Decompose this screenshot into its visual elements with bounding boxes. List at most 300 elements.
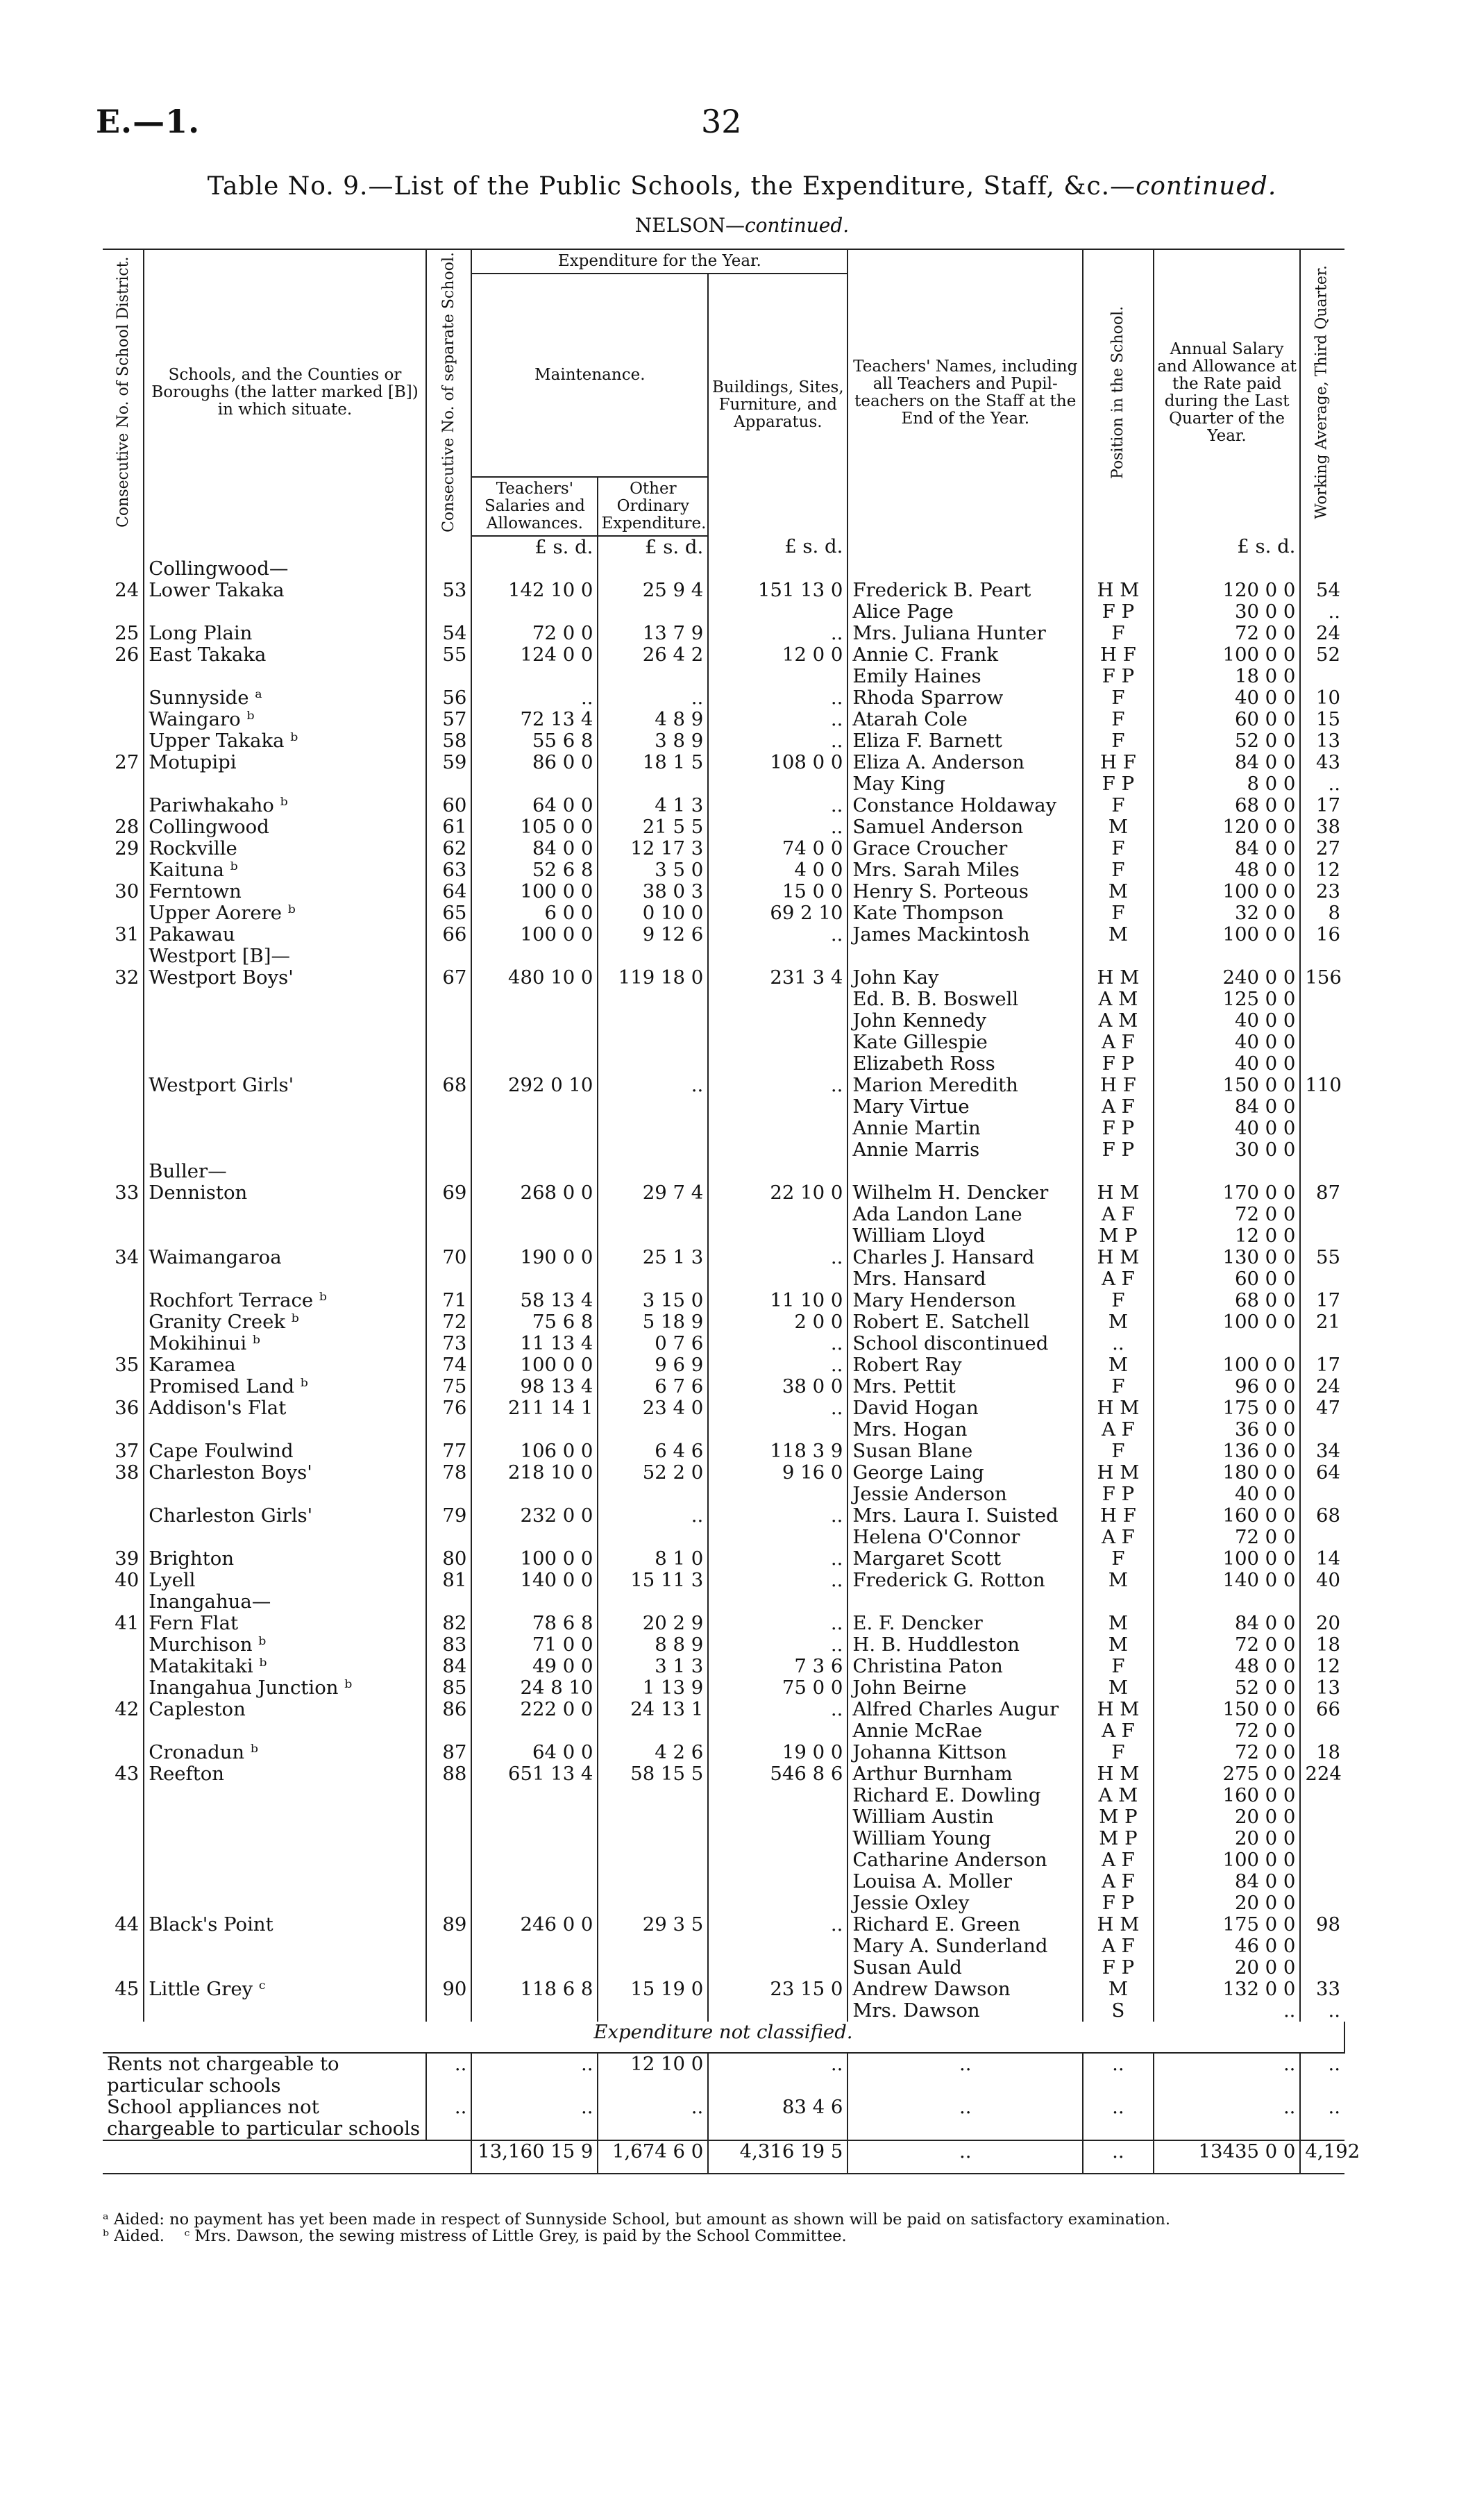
teacher-name-cell: Frederick B. Peart (848, 580, 1083, 601)
working-average-cell: .. (1328, 772, 1340, 795)
annual-salary-cell: 8 0 0 (1154, 773, 1301, 795)
other-expenditure-cell (598, 1957, 708, 1979)
school-name-cell (144, 773, 425, 795)
teacher-name-cell: Robert E. Satchell (848, 1311, 1083, 1333)
salaries-cell (471, 1268, 598, 1290)
school-no-cell: 68 (426, 1075, 472, 1096)
district-no-cell (103, 1010, 144, 1032)
buildings-cell (708, 601, 848, 623)
position-cell: M (1083, 1311, 1154, 1333)
table-row (103, 1419, 1344, 1441)
teacher-name-cell: Arthur Burnham (848, 1763, 1083, 1785)
position-cell: F (1083, 623, 1154, 644)
district-no-cell: 39 (103, 1548, 144, 1570)
position-cell: M (1083, 1634, 1154, 1656)
position-cell: H F (1083, 1075, 1154, 1096)
position-cell: F (1083, 1656, 1154, 1677)
buildings-cell: .. (708, 1613, 848, 1634)
school-name-cell: Upper Aorere ᵇ (144, 903, 425, 924)
other-expenditure-cell (598, 1268, 708, 1290)
school-name-cell (144, 1419, 425, 1441)
working-average-cell (1300, 1010, 1344, 1032)
table-row (103, 1462, 1344, 1484)
other-expenditure-cell: 29 7 4 (598, 1182, 708, 1204)
other-expenditure-cell: 8 1 0 (598, 1548, 708, 1570)
working-average-cell: 40 (1316, 1568, 1340, 1591)
empty-cell (471, 1161, 598, 1182)
working-average-cell (1300, 1849, 1344, 1871)
school-no-cell: 62 (426, 838, 472, 859)
other-expenditure-cell (598, 989, 708, 1010)
buildings-cell (708, 1871, 848, 1892)
position-cell: F P (1083, 1118, 1154, 1139)
working-average-cell: 18 (1316, 1740, 1340, 1763)
other-expenditure-cell (598, 601, 708, 623)
school-name-cell: Addison's Flat (144, 1397, 425, 1419)
salaries-cell (471, 1053, 598, 1075)
teacher-name-cell: Ed. B. B. Boswell (848, 989, 1083, 1010)
working-average-cell: 12 (1316, 1654, 1340, 1677)
district-no-cell: 30 (103, 881, 144, 903)
table-title: Table No. 9.—List of the Public Schools, the Expenditure, Staff, &c.—continued. (207, 172, 1277, 201)
table-row (103, 580, 1344, 601)
currency-cell (103, 536, 144, 558)
working-average-cell: 52 (1316, 643, 1340, 666)
other-expenditure-cell: 0 10 0 (598, 903, 708, 924)
table-row (103, 773, 1344, 795)
school-no-cell (426, 1419, 472, 1441)
annual-salary-cell: 100 0 0 (1154, 881, 1301, 903)
table-row (103, 816, 1344, 838)
table-row (103, 1118, 1344, 1139)
school-no-cell: 70 (426, 1247, 472, 1268)
working-average-cell: 54 (1316, 578, 1340, 601)
salaries-cell: 78 6 8 (471, 1613, 598, 1634)
total-annual-salary: 13435 0 0 (1154, 2140, 1301, 2174)
district-no-cell (103, 1161, 144, 1182)
teacher-name-cell: Annie Marris (848, 1139, 1083, 1161)
salaries-cell: 64 0 0 (471, 1742, 598, 1763)
district-no-cell: 32 (103, 967, 144, 989)
empty-cell (1154, 558, 1301, 580)
salaries-cell: 292 0 10 (471, 1075, 598, 1096)
district-no-cell (103, 1806, 144, 1828)
header-salary: Annual Salary and Allowance at the Rate paid during the Last Quarter of the Year. (1154, 249, 1301, 536)
working-average-cell: 43 (1316, 750, 1340, 773)
other-expenditure-cell: 3 1 3 (598, 1656, 708, 1677)
district-no-cell (103, 1333, 144, 1354)
empty-cell (598, 558, 708, 580)
annual-salary-cell: 84 0 0 (1154, 1613, 1301, 1634)
school-no-cell: 63 (426, 859, 472, 881)
district-no-cell (103, 859, 144, 881)
school-no-cell: 54 (426, 623, 472, 644)
total-other-expenditure: 1,674 6 0 (598, 2140, 708, 2174)
not-classified-row (103, 2097, 1344, 2140)
salaries-cell (471, 666, 598, 687)
school-no-cell: 55 (426, 644, 472, 666)
school-no-cell (426, 601, 472, 623)
table-row (103, 1720, 1344, 1742)
annual-salary-cell: 32 0 0 (1154, 903, 1301, 924)
salaries-cell: 140 0 0 (471, 1570, 598, 1591)
position-cell: F P (1083, 601, 1154, 623)
total-salaries: 13,160 15 9 (471, 2140, 598, 2174)
annual-salary-cell: 84 0 0 (1154, 1871, 1301, 1892)
teacher-name-cell: Ada Landon Lane (848, 1204, 1083, 1225)
school-no-cell: 84 (426, 1656, 472, 1677)
other-expenditure-cell: .. (598, 1505, 708, 1527)
school-name-cell: Inangahua Junction ᵇ (144, 1677, 425, 1699)
header-attendance: Working Average, Third Quarter. (1300, 249, 1344, 536)
position-cell: H F (1083, 752, 1154, 773)
empty-cell (1083, 1161, 1154, 1182)
buildings-cell: 22 10 0 (708, 1182, 848, 1204)
teacher-name-cell: Samuel Anderson (848, 816, 1083, 838)
school-name-cell: Pakawau (144, 924, 425, 946)
teacher-name-cell: Henry S. Porteous (848, 881, 1083, 903)
table-row (103, 601, 1344, 623)
teacher-name-cell: Kate Thompson (848, 903, 1083, 924)
empty-cell (848, 558, 1083, 580)
annual-salary-cell: 20 0 0 (1154, 1892, 1301, 1914)
buildings-cell: .. (708, 1548, 848, 1570)
empty-cell (1154, 1591, 1301, 1613)
buildings-cell: .. (708, 1634, 848, 1656)
not-classified-heading-row (103, 2022, 1344, 2053)
working-average-cell: 68 (1316, 1504, 1340, 1527)
working-average-cell: .. (1328, 2095, 1340, 2118)
buildings-cell (708, 1828, 848, 1849)
buildings-cell: 11 10 0 (708, 1290, 848, 1311)
teacher-name-cell: James Mackintosh (848, 924, 1083, 946)
district-no-cell (103, 989, 144, 1010)
other-expenditure-cell (598, 1720, 708, 1742)
school-name-cell: Murchison ᵇ (144, 1634, 425, 1656)
buildings-cell: .. (708, 1333, 848, 1354)
school-name-cell: Motupipi (144, 752, 425, 773)
table-row (103, 1397, 1344, 1419)
salaries-cell (471, 1096, 598, 1118)
school-no-cell (426, 1828, 472, 1849)
position-cell: M (1083, 816, 1154, 838)
working-average-cell: .. (1328, 1999, 1340, 2022)
working-average-cell (1300, 1527, 1344, 1548)
salaries-cell (471, 1806, 598, 1828)
position-cell: A F (1083, 1204, 1154, 1225)
district-no-cell: 28 (103, 816, 144, 838)
buildings-cell (708, 1527, 848, 1548)
annual-salary-cell: 160 0 0 (1154, 1505, 1301, 1527)
total-teachers: .. (848, 2140, 1083, 2174)
header-teachers: Teachers' Names, including all Teachers and Pupil-teachers on the Staff at the End of the Year. (848, 249, 1083, 536)
working-average-cell (1300, 1118, 1344, 1139)
school-no-cell (426, 1096, 472, 1118)
salaries-cell (471, 1871, 598, 1892)
school-name-cell: Upper Takaka ᵇ (144, 730, 425, 752)
school-name-cell (144, 989, 425, 1010)
teacher-name-cell: John Kennedy (848, 1010, 1083, 1032)
salaries-cell: 100 0 0 (471, 1548, 598, 1570)
totals-row (103, 2140, 1344, 2174)
table-row (103, 1914, 1344, 1936)
working-average-cell: 15 (1316, 707, 1340, 730)
annual-salary-cell: 125 0 0 (1154, 989, 1301, 1010)
position-cell: F P (1083, 1484, 1154, 1505)
annual-salary-cell: 12 0 0 (1154, 1225, 1301, 1247)
salaries-cell: 211 14 1 (471, 1397, 598, 1419)
empty-cell (848, 1591, 1083, 1613)
school-name-cell: Rochfort Terrace ᵇ (144, 1290, 425, 1311)
school-name-cell (144, 1806, 425, 1828)
school-name-cell (144, 1828, 425, 1849)
working-average-cell: 87 (1316, 1181, 1340, 1204)
position-cell: H M (1083, 1397, 1154, 1419)
school-name-cell: Cape Foulwind (144, 1441, 425, 1462)
annual-salary-cell: 180 0 0 (1154, 1462, 1301, 1484)
other-expenditure-cell: 0 7 6 (598, 1333, 708, 1354)
school-no-cell: 77 (426, 1441, 472, 1462)
school-no-cell: 56 (426, 687, 472, 709)
currency-cell: £ s. d. (471, 536, 598, 558)
teacher-name-cell: Emily Haines (848, 666, 1083, 687)
salaries-cell (471, 1720, 598, 1742)
position-cell: A M (1083, 989, 1154, 1010)
buildings-cell: .. (708, 1397, 848, 1419)
buildings-cell: 83 4 6 (708, 2097, 848, 2140)
position-cell: F (1083, 859, 1154, 881)
table-row (103, 644, 1344, 666)
other-expenditure-cell (598, 1118, 708, 1139)
salaries-cell: 72 0 0 (471, 623, 598, 644)
working-average-cell: 47 (1316, 1396, 1340, 1419)
annual-salary-cell: 100 0 0 (1154, 1849, 1301, 1871)
annual-salary-cell: 120 0 0 (1154, 816, 1301, 838)
district-no-cell (103, 1634, 144, 1656)
table-row (103, 881, 1344, 903)
table-row (103, 1677, 1344, 1699)
table-row (103, 859, 1344, 881)
empty-cell (426, 1161, 472, 1182)
teacher-name-cell: Rhoda Sparrow (848, 687, 1083, 709)
table-row (103, 1527, 1344, 1548)
school-name-cell (144, 2000, 425, 2022)
other-expenditure-cell: 3 5 0 (598, 859, 708, 881)
teacher-name-cell: John Kay (848, 967, 1083, 989)
teacher-name-cell: Mrs. Sarah Miles (848, 859, 1083, 881)
annual-salary-cell: 96 0 0 (1154, 1376, 1301, 1397)
school-no-cell: 60 (426, 795, 472, 816)
position-cell: A M (1083, 1010, 1154, 1032)
position-cell: H F (1083, 1505, 1154, 1527)
district-no-cell: 34 (103, 1247, 144, 1268)
position-cell: A F (1083, 1268, 1154, 1290)
other-expenditure-cell: 3 15 0 (598, 1290, 708, 1311)
empty-cell (1154, 946, 1301, 967)
empty-cell (598, 1161, 708, 1182)
annual-salary-cell: 72 0 0 (1154, 623, 1301, 644)
salaries-cell (471, 1419, 598, 1441)
school-no-cell: 57 (426, 709, 472, 730)
working-average-cell (1300, 1268, 1344, 1290)
teacher-name-cell: Christina Paton (848, 1656, 1083, 1677)
working-average-cell (1300, 1204, 1344, 1225)
school-no-cell (426, 773, 472, 795)
teacher-name-cell: Margaret Scott (848, 1548, 1083, 1570)
buildings-cell (708, 1010, 848, 1032)
school-no-cell: 86 (426, 1699, 472, 1720)
table-row (103, 1785, 1344, 1806)
annual-salary-cell: 40 0 0 (1154, 687, 1301, 709)
teacher-name-cell: May King (848, 773, 1083, 795)
buildings-cell: .. (708, 687, 848, 709)
other-expenditure-cell (598, 1204, 708, 1225)
school-name-cell (144, 1096, 425, 1118)
school-name-cell: Rockville (144, 838, 425, 859)
school-name-cell (144, 1527, 425, 1548)
buildings-cell: .. (708, 730, 848, 752)
position-cell: F P (1083, 1053, 1154, 1075)
working-average-cell (1300, 1936, 1344, 1957)
school-no-cell: .. (426, 2097, 472, 2140)
buildings-cell: .. (708, 709, 848, 730)
school-no-cell (426, 1010, 472, 1032)
table-row (103, 1225, 1344, 1247)
annual-salary-cell: 52 0 0 (1154, 730, 1301, 752)
annual-salary-cell: 46 0 0 (1154, 1936, 1301, 1957)
school-name-cell (144, 1936, 425, 1957)
table-row (103, 838, 1344, 859)
empty-cell (1300, 1161, 1344, 1182)
empty-cell (426, 946, 472, 967)
empty-cell (598, 1591, 708, 1613)
school-no-cell: 85 (426, 1677, 472, 1699)
header-schools: Schools, and the Counties or Boroughs (the latter marked [B]) in which situate. (144, 249, 425, 536)
teacher-name-cell: Alice Page (848, 601, 1083, 623)
working-average-cell (1300, 1225, 1344, 1247)
teacher-name-cell: Wilhelm H. Dencker (848, 1182, 1083, 1204)
buildings-cell (708, 1053, 848, 1075)
teacher-name-cell: Grace Croucher (848, 838, 1083, 859)
salaries-cell (471, 1785, 598, 1806)
district-no-cell: 25 (103, 623, 144, 644)
district-no-cell: 42 (103, 1699, 144, 1720)
empty-cell (1300, 1591, 1344, 1613)
teacher-name-cell: Mrs. Laura I. Suisted (848, 1505, 1083, 1527)
position-cell: M P (1083, 1828, 1154, 1849)
school-name-cell (144, 1720, 425, 1742)
annual-salary-cell: 40 0 0 (1154, 1053, 1301, 1075)
header-maintenance: Maintenance. (471, 274, 708, 477)
table-row (103, 1892, 1344, 1914)
annual-salary-cell: 240 0 0 (1154, 967, 1301, 989)
currency-row (103, 536, 1344, 558)
salaries-cell: 98 13 4 (471, 1376, 598, 1397)
annual-salary-cell: 175 0 0 (1154, 1397, 1301, 1419)
empty-cell (708, 946, 848, 967)
position-cell: F (1083, 795, 1154, 816)
other-expenditure-cell (598, 2000, 708, 2022)
district-no-cell: 35 (103, 1354, 144, 1376)
buildings-cell: 108 0 0 (708, 752, 848, 773)
position-cell: A F (1083, 1096, 1154, 1118)
position-cell: H M (1083, 1247, 1154, 1268)
salaries-cell: 106 0 0 (471, 1441, 598, 1462)
working-average-cell: 33 (1316, 1977, 1340, 2000)
teacher-name-cell: Andrew Dawson (848, 1979, 1083, 2000)
table-row (103, 1828, 1344, 1849)
salaries-cell: .. (471, 2097, 598, 2140)
district-no-cell (103, 1527, 144, 1548)
district-no-cell (103, 1053, 144, 1075)
district-no-cell (103, 666, 144, 687)
salaries-cell: 651 13 4 (471, 1763, 598, 1785)
district-no-cell: 44 (103, 1914, 144, 1936)
annual-salary-cell: 30 0 0 (1154, 601, 1301, 623)
school-name-cell: Collingwood (144, 816, 425, 838)
table-row (103, 1484, 1344, 1505)
position-cell: .. (1083, 2097, 1154, 2140)
empty-cell (426, 1591, 472, 1613)
school-name-cell (144, 1204, 425, 1225)
currency-cell (1083, 536, 1154, 558)
school-no-cell (426, 1053, 472, 1075)
salaries-cell: 124 0 0 (471, 644, 598, 666)
working-average-cell (1300, 1032, 1344, 1053)
group-label: Inangahua— (144, 1591, 425, 1613)
school-no-cell: 75 (426, 1376, 472, 1397)
buildings-cell: 9 16 0 (708, 1462, 848, 1484)
buildings-cell: 12 0 0 (708, 644, 848, 666)
table-row (103, 1333, 1344, 1354)
salaries-cell: 232 0 0 (471, 1505, 598, 1527)
salaries-cell (471, 2000, 598, 2022)
district-no-cell: 36 (103, 1397, 144, 1419)
annual-salary-cell: 175 0 0 (1154, 1914, 1301, 1936)
school-no-cell: 64 (426, 881, 472, 903)
teacher-name-cell: Richard E. Dowling (848, 1785, 1083, 1806)
salaries-cell: 58 13 4 (471, 1290, 598, 1311)
other-expenditure-cell (598, 1225, 708, 1247)
buildings-cell (708, 773, 848, 795)
working-average-cell: 17 (1316, 1353, 1340, 1376)
working-average-cell: 17 (1316, 1289, 1340, 1311)
working-average-cell: 8 (1328, 901, 1340, 924)
school-no-cell (426, 1849, 472, 1871)
position-cell: H M (1083, 1699, 1154, 1720)
school-name-cell (144, 1053, 425, 1075)
position-cell: F (1083, 1742, 1154, 1763)
working-average-cell: 13 (1316, 729, 1340, 752)
salaries-cell (471, 1118, 598, 1139)
position-cell: M (1083, 924, 1154, 946)
annual-salary-cell: 40 0 0 (1154, 1484, 1301, 1505)
school-name-cell: Granity Creek ᵇ (144, 1311, 425, 1333)
annual-salary-cell: 72 0 0 (1154, 1634, 1301, 1656)
school-no-cell (426, 2000, 472, 2022)
teacher-name-cell: Alfred Charles Augur (848, 1699, 1083, 1720)
other-expenditure-cell: 9 12 6 (598, 924, 708, 946)
school-no-cell (426, 1204, 472, 1225)
teacher-name-cell: School discontinued (848, 1333, 1083, 1354)
teacher-name-cell: Johanna Kittson (848, 1742, 1083, 1763)
footnote-a: ᵃ Aided: no payment has yet been made in respect of Sunnyside School, but amount as shown will be paid on satisfactory examination. (103, 2210, 1170, 2228)
school-name-cell: Waimangaroa (144, 1247, 425, 1268)
working-average-cell: 12 (1316, 858, 1340, 881)
other-expenditure-cell: 8 8 9 (598, 1634, 708, 1656)
salaries-cell: 71 0 0 (471, 1634, 598, 1656)
district-no-cell (103, 1484, 144, 1505)
